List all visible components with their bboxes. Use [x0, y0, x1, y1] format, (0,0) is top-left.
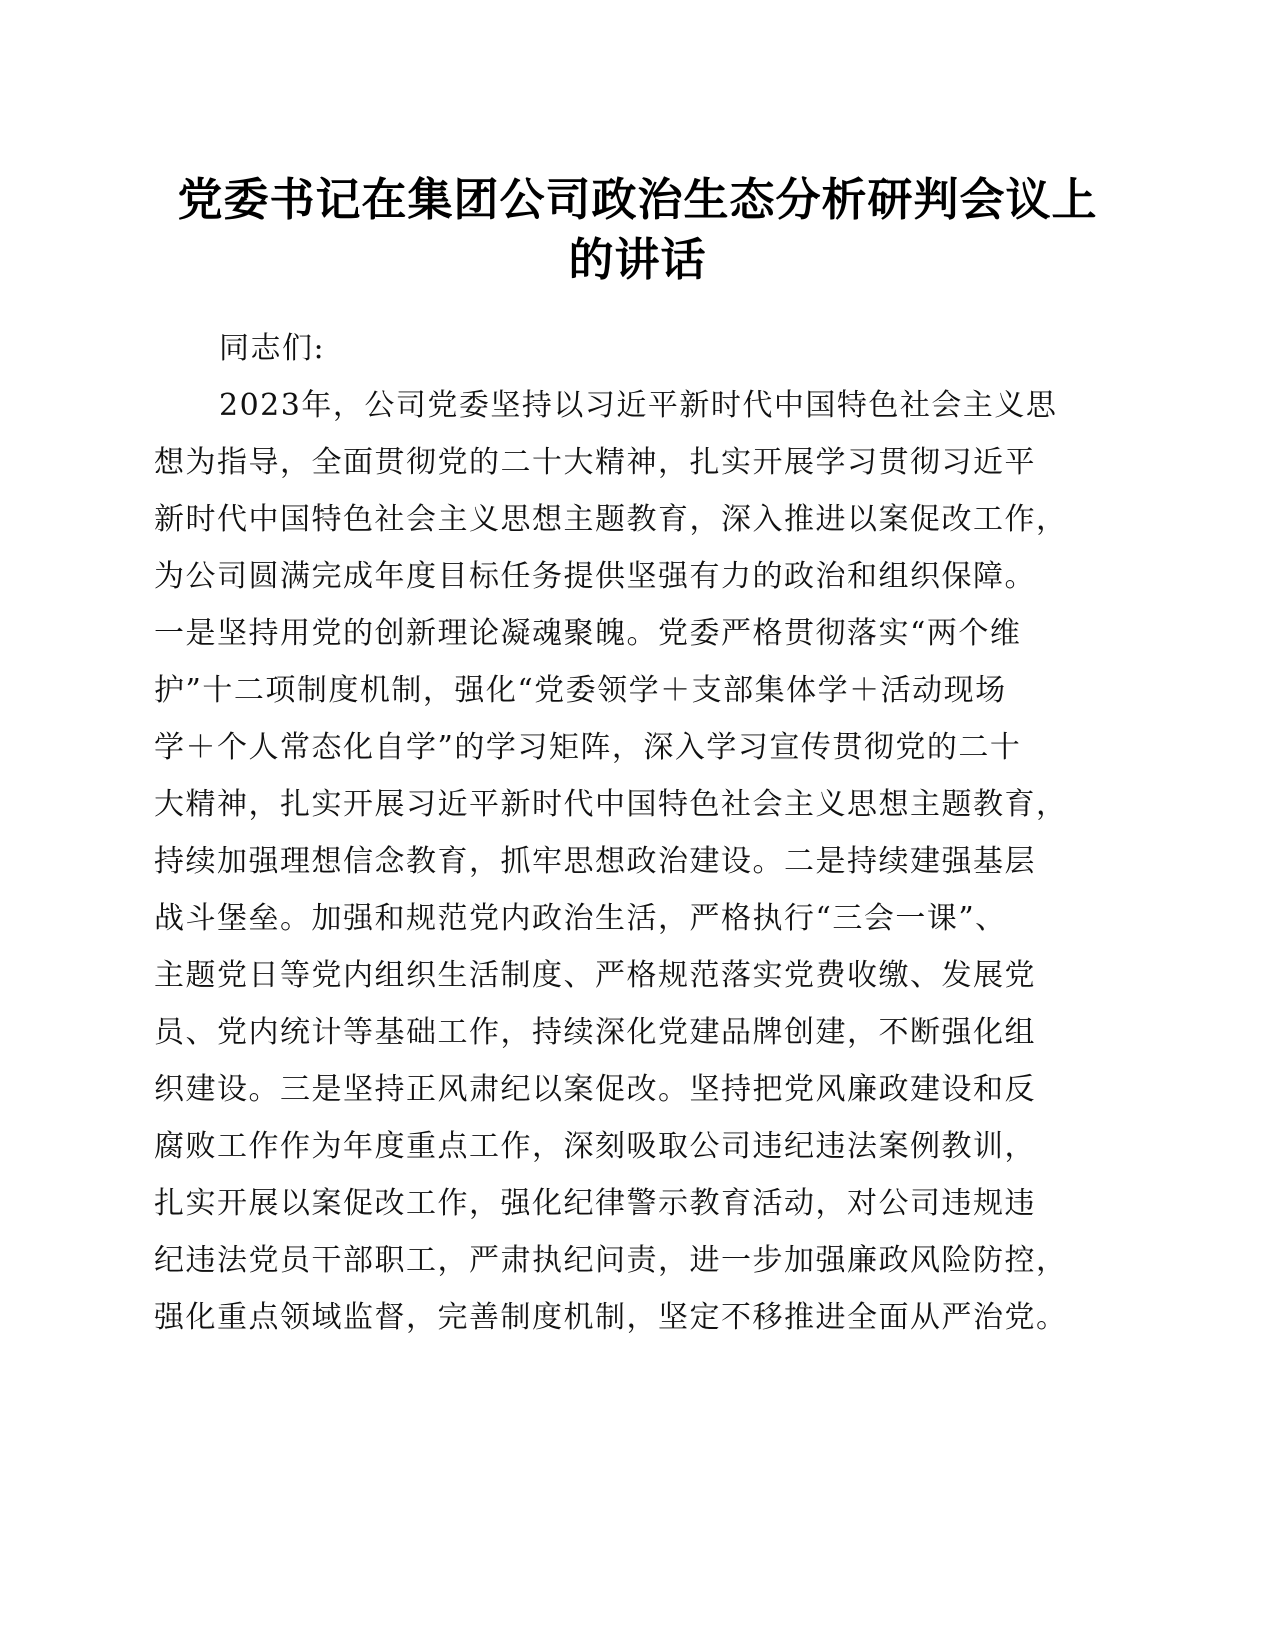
- paragraph-line: 主题党日等党内组织生活制度、严格规范落实党费收缴、发展党: [154, 958, 1036, 993]
- document-title: [100, 170, 1175, 290]
- paragraph-line: 为公司圆满完成年度目标任务提供坚强有力的政治和组织保障。: [154, 559, 1036, 594]
- paragraph-line: 腐败工作作为年度重点工作，深刻吸取公司违纪违法案例教训，: [154, 1129, 1036, 1164]
- paragraph-line: 持续加强理想信念教育，抓牢思想政治建设。二是持续建强基层: [154, 844, 1036, 879]
- paragraph-line: 一是坚持用党的创新理论凝魂聚魄。党委严格贯彻落实“两个维: [154, 616, 1022, 651]
- paragraph-line: 扎实开展以案促改工作，强化纪律警示教育活动，对公司违规违: [154, 1186, 1036, 1221]
- salutation: 同志们:: [219, 331, 326, 366]
- paragraph-line: 想为指导，全面贯彻党的二十大精神，扎实开展学习贯彻习近平: [154, 445, 1036, 480]
- paragraph-line: 2023年，公司党委坚持以习近平新时代中国特色社会主义思: [219, 388, 1058, 423]
- paragraph-line: 护”十二项制度机制，强化“党委领学＋支部集体学＋活动现场: [154, 673, 1007, 708]
- paragraph-line: 学＋个人常态化自学”的学习矩阵，深入学习宣传贯彻党的二十: [154, 730, 1022, 765]
- paragraph-line: 战斗堡垒。加强和规范党内政治生活，严格执行“三会一课”、: [154, 901, 1007, 936]
- paragraph-line: 纪违法党员干部职工，严肃执纪问责，进一步加强廉政风险防控，: [154, 1243, 1068, 1278]
- paragraph-line: 新时代中国特色社会主义思想主题教育，深入推进以案促改工作，: [154, 502, 1068, 537]
- paragraph-line: 员、党内统计等基础工作，持续深化党建品牌创建，不断强化组: [154, 1015, 1036, 1050]
- document-body: [154, 320, 1114, 1346]
- title-line-1: 党委书记在集团公司政治生态分析研判会议上: [177, 173, 1098, 226]
- title-line-2: 的讲话: [568, 233, 707, 286]
- paragraph-line: 大精神，扎实开展习近平新时代中国特色社会主义思想主题教育，: [154, 787, 1068, 822]
- paragraph-line: 强化重点领域监督，完善制度机制，坚定不移推进全面从严治党。: [154, 1300, 1068, 1335]
- paragraph-line: 织建设。三是坚持正风肃纪以案促改。坚持把党风廉政建设和反: [154, 1072, 1036, 1107]
